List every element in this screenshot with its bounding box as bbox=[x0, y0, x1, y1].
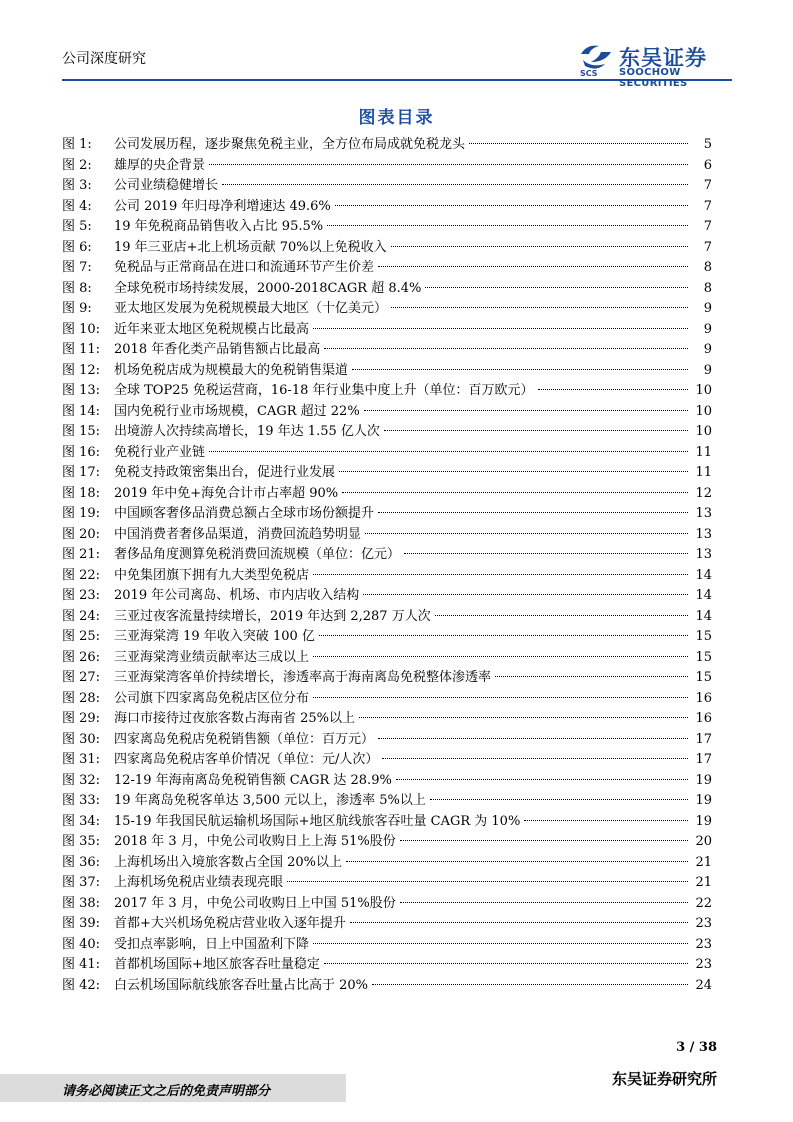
toc-entry-number: 图 5: bbox=[62, 219, 92, 234]
toc-entry-page: 16 bbox=[695, 711, 712, 726]
toc-entry[interactable] bbox=[62, 728, 712, 749]
toc-entry-page: 12 bbox=[695, 485, 712, 501]
toc-entry-page: 11 bbox=[695, 444, 712, 460]
toc-entry-number: 图 42: bbox=[62, 977, 101, 993]
toc-entry-page: 16 bbox=[695, 690, 712, 706]
toc-title: 图表目录 bbox=[358, 108, 435, 128]
toc-leader-dots bbox=[364, 410, 688, 411]
toc-entry-number: 图 14: bbox=[62, 403, 101, 419]
toc-entry-title: 中免集团旗下拥有九大类型免税店 bbox=[114, 567, 310, 583]
toc-entry[interactable] bbox=[62, 687, 712, 708]
page-number: 3 / 38 bbox=[676, 1040, 717, 1055]
company-logo bbox=[577, 40, 747, 89]
toc-entry-number: 图 28: bbox=[62, 690, 101, 706]
toc-leader-dots bbox=[324, 348, 688, 349]
toc-leader-dots bbox=[346, 861, 688, 862]
toc-entry[interactable] bbox=[62, 420, 712, 441]
toc-entry[interactable] bbox=[62, 851, 712, 872]
disclaimer-notice: 请务必阅读正文之后的免责声明部分 bbox=[62, 1084, 271, 1099]
toc-entry-number: 图 7: bbox=[62, 260, 92, 275]
toc-entry-page: 20 bbox=[695, 834, 712, 849]
toc-entry-page: 7 bbox=[703, 198, 712, 214]
toc-entry-title: 2018 年香化类产品销售额占比最高 bbox=[114, 342, 321, 357]
toc-entry-page: 9 bbox=[703, 301, 712, 316]
toc-entry-number: 图 40: bbox=[62, 936, 101, 952]
toc-leader-dots bbox=[313, 656, 688, 657]
toc-entry-page: 24 bbox=[695, 977, 712, 993]
toc-entry-title: 15-19 年我国民航运输机场国际+地区航线旅客吞吐量 CAGR 为 10% bbox=[114, 813, 521, 829]
toc-entry-title: 近年来亚太地区免税规模占比最高 bbox=[114, 321, 310, 337]
toc-leader-dots bbox=[391, 307, 688, 308]
logo-mark-icon bbox=[577, 42, 615, 78]
toc-entry[interactable] bbox=[62, 523, 712, 544]
toc-entry[interactable] bbox=[62, 769, 712, 790]
toc-entry-number: 图 21: bbox=[62, 547, 101, 562]
toc-entry-title: 19 年免税商品销售收入占比 95.5% bbox=[114, 219, 324, 234]
toc-leader-dots bbox=[327, 225, 688, 226]
toc-entry-page: 19 bbox=[695, 793, 712, 808]
toc-entry-number: 图 26: bbox=[62, 649, 101, 665]
toc-entry[interactable] bbox=[62, 584, 712, 605]
toc-entry-title: 中国消费者奢侈品渠道，消费回流趋势明显 bbox=[114, 526, 362, 542]
toc-entry-page: 9 bbox=[703, 342, 712, 357]
toc-leader-dots bbox=[378, 512, 688, 513]
toc-entry[interactable] bbox=[62, 892, 712, 913]
toc-entry-page: 13 bbox=[695, 506, 712, 521]
toc-leader-dots bbox=[313, 328, 688, 329]
toc-leader-dots bbox=[287, 881, 688, 882]
toc-leader-dots bbox=[372, 984, 688, 985]
toc-entry[interactable] bbox=[62, 359, 712, 380]
toc-leader-dots bbox=[313, 574, 688, 575]
toc-entry-number: 图 41: bbox=[62, 957, 101, 972]
toc-entry[interactable] bbox=[62, 748, 712, 769]
toc-entry-page: 8 bbox=[703, 260, 712, 275]
toc-entry[interactable] bbox=[62, 174, 712, 195]
toc-leader-dots bbox=[342, 492, 688, 493]
toc-entry-page: 23 bbox=[695, 936, 712, 952]
toc-entry[interactable] bbox=[62, 625, 712, 646]
toc-entry[interactable] bbox=[62, 974, 712, 995]
toc-entry-number: 图 1: bbox=[62, 137, 92, 152]
toc-leader-dots bbox=[324, 963, 688, 964]
toc-entry-title: 海口市接待过夜旅客数占海南省 25%以上 bbox=[114, 711, 356, 726]
toc-leader-dots bbox=[495, 676, 688, 677]
toc-entry[interactable] bbox=[62, 461, 712, 482]
toc-entry-title: 公司发展历程，逐步聚焦免税主业，全方位布局成就免税龙头 bbox=[114, 137, 466, 152]
toc-entry-page: 10 bbox=[695, 403, 712, 419]
toc-entry[interactable] bbox=[62, 133, 712, 154]
toc-entry[interactable] bbox=[62, 215, 712, 236]
toc-entry-title: 三亚海棠湾业绩贡献率达三成以上 bbox=[114, 649, 310, 665]
toc-entry-title: 免税支持政策密集出台，促进行业发展 bbox=[114, 465, 336, 480]
toc-entry-page: 23 bbox=[695, 957, 712, 972]
toc-entry-title: 首都机场国际+地区旅客吞吐量稳定 bbox=[114, 957, 320, 972]
toc-leader-dots bbox=[339, 471, 688, 472]
toc-entry-number: 图 3: bbox=[62, 178, 92, 193]
toc-entry-number: 图 24: bbox=[62, 608, 101, 624]
toc-entry-number: 图 17: bbox=[62, 465, 101, 480]
toc-entry-page: 7 bbox=[703, 219, 712, 234]
toc-entry-title: 免税行业产业链 bbox=[114, 444, 206, 460]
toc-entry-title: 机场免税店成为规模最大的免税销售渠道 bbox=[114, 362, 349, 378]
toc-leader-dots bbox=[382, 758, 688, 759]
toc-leader-dots bbox=[319, 635, 688, 636]
toc-entry[interactable] bbox=[62, 953, 712, 974]
toc-entry-page: 10 bbox=[695, 424, 712, 439]
toc-entry[interactable] bbox=[62, 543, 712, 564]
toc-leader-dots bbox=[400, 840, 688, 841]
toc-entry[interactable] bbox=[62, 195, 712, 216]
toc-entry-title: 全球 TOP25 免税运营商，16-18 年行业集中度上升（单位：百万欧元） bbox=[114, 383, 534, 398]
toc-entry[interactable] bbox=[62, 871, 712, 892]
toc-entry[interactable] bbox=[62, 707, 712, 728]
toc-entry-page: 15 bbox=[695, 629, 712, 644]
toc-entry-title: 2019 年中免+海免合计市占率超 90% bbox=[114, 485, 339, 501]
toc-entry-title: 上海机场出入境旅客数占全国 20%以上 bbox=[114, 854, 343, 870]
toc-entry-title: 奢侈品角度测算免税消费回流规模（单位：亿元） bbox=[114, 547, 401, 562]
toc-entry-page: 15 bbox=[695, 670, 712, 685]
toc-entry-number: 图 12: bbox=[62, 362, 101, 378]
toc-leader-dots bbox=[384, 430, 688, 431]
toc-entry[interactable] bbox=[62, 318, 712, 339]
toc-entry-title: 2018 年 3 月，中免公司收购日上上海 51%股份 bbox=[114, 834, 396, 849]
toc-leader-dots bbox=[400, 902, 688, 903]
toc-leader-dots bbox=[359, 717, 688, 718]
toc-entry-number: 图 29: bbox=[62, 711, 101, 726]
toc-entry-number: 图 8: bbox=[62, 280, 92, 296]
toc-entry-title: 19 年三亚店+北上机场贡献 70%以上免税收入 bbox=[114, 239, 387, 255]
toc-entry-page: 19 bbox=[695, 772, 712, 788]
toc-entry-page: 14 bbox=[695, 567, 712, 583]
toc-entry-page: 10 bbox=[695, 383, 712, 398]
toc-entry-title: 亚太地区发展为免税规模最大地区（十亿美元） bbox=[114, 301, 388, 316]
toc-entry-title: 2017 年 3 月，中免公司收购日上中国 51%股份 bbox=[114, 895, 396, 911]
toc-leader-dots bbox=[313, 697, 688, 698]
toc-entry[interactable] bbox=[62, 666, 712, 687]
toc-entry-page: 14 bbox=[695, 588, 712, 603]
toc-entry-number: 图 4: bbox=[62, 198, 92, 214]
report-type-label: 公司深度研究 bbox=[62, 51, 146, 67]
toc-entry-title: 中国顾客奢侈品消费总额占全球市场份额提升 bbox=[114, 506, 375, 521]
toc-entry-number: 图 36: bbox=[62, 854, 101, 870]
toc-entry-title: 2019 年公司离岛、机场、市内店收入结构 bbox=[114, 588, 360, 603]
toc-entry-page: 21 bbox=[695, 854, 712, 870]
toc-entry[interactable] bbox=[62, 789, 712, 810]
toc-entry-number: 图 6: bbox=[62, 239, 92, 255]
toc-entry-number: 图 31: bbox=[62, 752, 101, 767]
toc-entry-title: 全球免税市场持续发展，2000-2018CAGR 超 8.4% bbox=[114, 280, 422, 296]
toc-entry-title: 免税品与正常商品在进口和流通环节产生价差 bbox=[114, 260, 375, 275]
toc-entry[interactable] bbox=[62, 933, 712, 954]
toc-entry-title: 出境游人次持续高增长，19 年达 1.55 亿人次 bbox=[114, 424, 380, 439]
toc-entry-page: 8 bbox=[703, 280, 712, 296]
toc-entry-title: 三亚海棠湾客单价持续增长，渗透率高于海南离岛免税整体渗透率 bbox=[114, 670, 492, 685]
toc-leader-dots bbox=[469, 143, 688, 144]
toc-leader-dots bbox=[430, 799, 688, 800]
logo-mark-text: SCS bbox=[580, 69, 598, 78]
toc-entry-number: 图 15: bbox=[62, 424, 101, 439]
toc-entry[interactable] bbox=[62, 646, 712, 667]
toc-entry[interactable] bbox=[62, 605, 712, 626]
toc-leader-dots bbox=[313, 943, 688, 944]
toc-entry-number: 图 13: bbox=[62, 383, 101, 398]
toc-entry[interactable] bbox=[62, 338, 712, 359]
toc-entry-page: 13 bbox=[695, 526, 712, 542]
logo-english-name: SOOCHOW SECURITIES bbox=[619, 67, 688, 89]
toc-entry-page: 9 bbox=[703, 362, 712, 378]
toc-leader-dots bbox=[365, 533, 688, 534]
toc-entry-title: 受扣点率影响，日上中国盈利下降 bbox=[114, 936, 310, 952]
toc-entry-number: 图 38: bbox=[62, 895, 101, 911]
table-of-figures bbox=[62, 133, 712, 994]
toc-entry-page: 6 bbox=[703, 157, 712, 173]
toc-entry-title: 公司 2019 年归母净利增速达 49.6% bbox=[114, 198, 331, 214]
toc-entry-number: 图 19: bbox=[62, 506, 101, 521]
toc-entry[interactable] bbox=[62, 256, 712, 277]
toc-entry-page: 7 bbox=[703, 239, 712, 255]
toc-leader-dots bbox=[404, 553, 688, 554]
toc-entry-number: 图 10: bbox=[62, 321, 101, 337]
toc-leader-dots bbox=[350, 922, 688, 923]
toc-leader-dots bbox=[538, 389, 689, 390]
toc-entry[interactable] bbox=[62, 441, 712, 462]
toc-entry-page: 14 bbox=[695, 608, 712, 624]
toc-entry-number: 图 34: bbox=[62, 813, 101, 829]
toc-leader-dots bbox=[335, 205, 688, 206]
toc-entry-title: 19 年离岛免税客单达 3,500 元以上，渗透率 5%以上 bbox=[114, 793, 426, 808]
toc-entry[interactable] bbox=[62, 297, 712, 318]
toc-entry[interactable] bbox=[62, 912, 712, 933]
toc-entry-page: 21 bbox=[695, 875, 712, 890]
toc-entry-title: 国内免税行业市场规模，CAGR 超过 22% bbox=[114, 403, 360, 419]
toc-entry-number: 图 11: bbox=[62, 342, 101, 357]
toc-entry-number: 图 32: bbox=[62, 772, 101, 788]
toc-leader-dots bbox=[435, 615, 688, 616]
toc-entry-title: 三亚过夜客流量持续增长，2019 年达到 2,287 万人次 bbox=[114, 608, 431, 624]
toc-entry-title: 12-19 年海南离岛免税销售额 CAGR 达 28.9% bbox=[114, 772, 392, 788]
toc-entry-title: 公司业绩稳健增长 bbox=[114, 178, 219, 193]
toc-entry[interactable] bbox=[62, 502, 712, 523]
toc-entry[interactable] bbox=[62, 236, 712, 257]
toc-entry-number: 图 37: bbox=[62, 875, 101, 890]
toc-entry-number: 图 20: bbox=[62, 526, 101, 542]
toc-entry-number: 图 18: bbox=[62, 485, 101, 501]
toc-entry-page: 22 bbox=[695, 895, 712, 911]
toc-entry[interactable] bbox=[62, 830, 712, 851]
toc-leader-dots bbox=[209, 451, 688, 452]
toc-entry[interactable] bbox=[62, 400, 712, 421]
toc-entry-page: 11 bbox=[695, 465, 712, 480]
toc-entry[interactable] bbox=[62, 564, 712, 585]
toc-entry-title: 首都+大兴机场免税店营业收入逐年提升 bbox=[114, 916, 346, 931]
toc-leader-dots bbox=[524, 820, 688, 821]
toc-entry-page: 9 bbox=[703, 321, 712, 337]
toc-entry[interactable] bbox=[62, 277, 712, 298]
toc-entry-page: 17 bbox=[695, 731, 712, 747]
toc-entry-number: 图 39: bbox=[62, 916, 101, 931]
toc-entry-number: 图 22: bbox=[62, 567, 101, 583]
research-institute-name: 东吴证券研究所 bbox=[611, 1070, 717, 1088]
toc-entry-title: 雄厚的央企背景 bbox=[114, 157, 206, 173]
toc-entry[interactable] bbox=[62, 482, 712, 503]
toc-entry[interactable] bbox=[62, 810, 712, 831]
toc-entry-page: 17 bbox=[695, 752, 712, 767]
toc-entry-number: 图 33: bbox=[62, 793, 101, 808]
toc-leader-dots bbox=[378, 738, 688, 739]
toc-entry-number: 图 25: bbox=[62, 629, 101, 644]
toc-leader-dots bbox=[363, 594, 688, 595]
toc-entry-number: 图 9: bbox=[62, 301, 92, 316]
toc-leader-dots bbox=[352, 369, 688, 370]
toc-entry-title: 上海机场免税店业绩表现亮眼 bbox=[114, 875, 284, 890]
toc-leader-dots bbox=[391, 246, 688, 247]
toc-entry-number: 图 16: bbox=[62, 444, 101, 460]
toc-entry-number: 图 2: bbox=[62, 157, 92, 173]
logo-chinese-name: 东吴证券 bbox=[619, 46, 707, 70]
toc-entry-page: 5 bbox=[703, 137, 712, 152]
toc-entry-title: 公司旗下四家离岛免税店区位分布 bbox=[114, 690, 310, 706]
toc-entry-title: 四家离岛免税店免税销售额（单位：百万元） bbox=[114, 731, 375, 747]
toc-leader-dots bbox=[209, 164, 688, 165]
toc-entry[interactable] bbox=[62, 379, 712, 400]
toc-entry-page: 15 bbox=[695, 649, 712, 665]
toc-entry-title: 白云机场国际航线旅客吞吐量占比高于 20% bbox=[114, 977, 369, 993]
toc-entry-number: 图 23: bbox=[62, 588, 101, 603]
toc-entry-page: 13 bbox=[695, 547, 712, 562]
toc-leader-dots bbox=[222, 184, 688, 185]
toc-entry-number: 图 35: bbox=[62, 834, 101, 849]
toc-entry-page: 7 bbox=[703, 178, 712, 193]
toc-entry-page: 19 bbox=[695, 813, 712, 829]
toc-entry-title: 三亚海棠湾 19 年收入突破 100 亿 bbox=[114, 629, 315, 644]
toc-leader-dots bbox=[396, 779, 688, 780]
toc-entry-title: 四家离岛免税店客单价情况（单位：元/人次） bbox=[114, 752, 379, 767]
toc-entry-number: 图 27: bbox=[62, 670, 101, 685]
toc-entry-page: 23 bbox=[695, 916, 712, 931]
toc-entry-number: 图 30: bbox=[62, 731, 101, 747]
toc-leader-dots bbox=[425, 287, 688, 288]
toc-entry[interactable] bbox=[62, 154, 712, 175]
header-divider bbox=[62, 79, 732, 81]
toc-leader-dots bbox=[378, 266, 688, 267]
